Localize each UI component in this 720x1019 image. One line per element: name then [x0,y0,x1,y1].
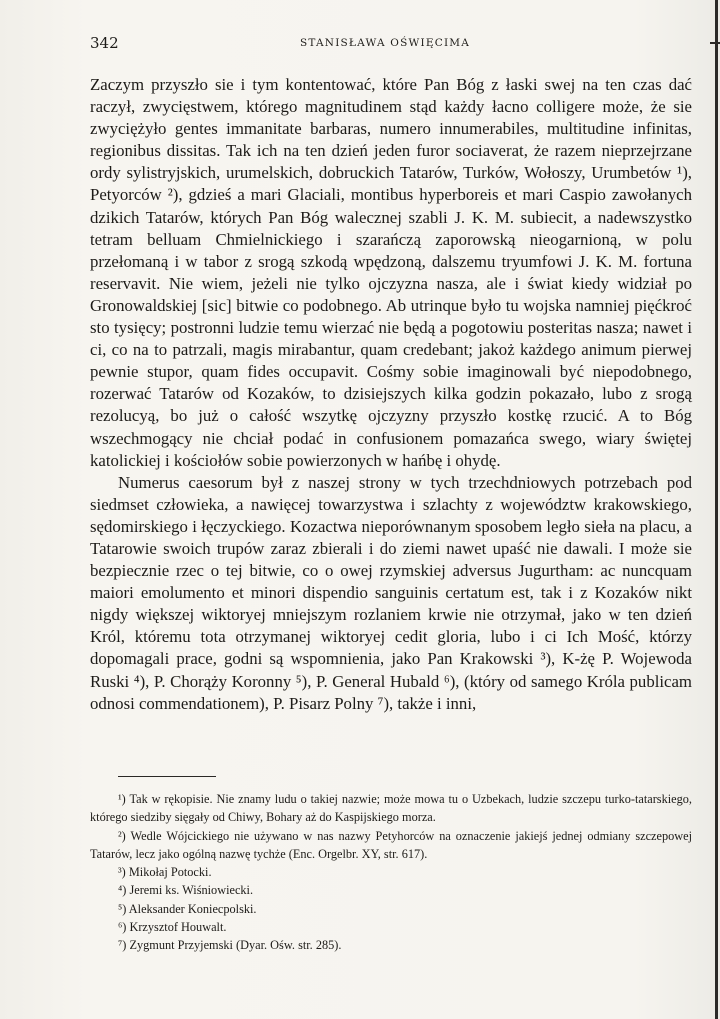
footnote: ⁷) Zygmunt Przyjemski (Dyar. Ośw. str. 285). [118,938,342,953]
footnotes [90,790,692,955]
footnote-divider [118,776,216,777]
page-header [90,34,690,54]
footnote: ³) Mikołaj Potocki. [118,865,212,880]
footnote: ⁴) Jeremi ks. Wiśniowiecki. [118,883,254,898]
footnote: ⁶) Krzysztof Houwalt. [118,920,227,935]
footnote: ²) Wedle Wójcickiego nie używano w nas nazwy Petyhorców na oznaczenie jakiejś jednej odmiany szczepowej Tatarów, lecz jako ogólną nazwę tychże (Enc. Orgelbr. XY, str. 617). [90,828,692,861]
main-text [90,74,692,715]
paragraph: Numerus caesorum był z naszej strony w tych trzechdniowych potrzebach pod siedmset człowieka, a nawięcej towarzystwa i szlachty z województw krakowskiego, sędomirskiego i łęczyckiego. Kozactwa nieporównanym sposobem legło sieła na placu, a Tatarowie swoich trupów zaraz zbierali i do ziemi nawet upaść nie dawali. I może sie bezpiecznie rzec o tej bitwie, co o owej rzymskiej adversus Jugurtham: ac nuncquam maiori emolumento et minori dispendio sanguinis certatum est, tak i z Kozaków nikt nigdy większej wiktoryej mniejszym rozlaniem krwie nie otrzymał, jako w ten dzień Król, któremu tota otrzymanej wiktoryej cedit gloria, lubo i ci Ich Mość, którzy dopomagali prace, godni są wspomnienia, jako Pan Krakowski ³), K-żę P. Wojewoda Ruski ⁴), P. Chorąży Koronny ⁵), P. General Hubald ⁶), (który od samego Króla publicam odnosi commendationem), P. Pisarz Polny ⁷), także i inni, [90,472,692,713]
footnote: ¹) Tak w rękopisie. Nie znamy ludu o takiej nazwie; może mowa tu o Uzbekach, ludzie szczepu turko-tatarskiego, którego siedziby sięgały od Chiwy, Bohary aż do Kaspijskiego morza. [90,792,692,825]
page-edge-tick [710,42,720,44]
running-title: STANISŁAWA OŚWIĘCIMA [300,37,471,49]
page-number: 342 [90,34,119,52]
paragraph: Zaczym przyszło sie i tym kontentować, które Pan Bóg z łaski swej na ten czas dać raczył, zwycięstwem, którego magnitudinem stąd każdy łacno colligere może, że sie zwyciężyło gentes immanitate barbaras, numero innumerabiles, multitudine infinitas, regionibus dissitas. Tak ich na ten dzień jeden furor sociaverat, że razem nieprzejrzane ordy sylistryjskich, urumelskich, dobruckich Tatarów, Turków, Wołoszy, Urumbetów ¹), Petyorców ²), gdzieś a mari Glaciali, montibus hyperboreis et mari Caspio zawołanych dzikich Tatarów, których Pan Bóg walecznej szabli J. K. M. subiecit, a nadewszystko tetram belluam Chmielnickiego i szarańczą zaporowską nieogarnioną, w polu przełomaną i w tabor z srogą szkodą wpędzoną, dalszemu tryumfowi J. K. M. fortuna reservavit. Nie wiem, jeżeli nie tylko ojczyzna nasza, ale i świat kiedy widział po Gronowaldskiej [sic] bitwie co podobnego. Ab utrinque było tu wojska namniej pięćkroć sto tysięcy; postronni ludzie temu wierzać nie będą a pogotowiu posteritas nasza; nawet i ci, co na to patrzali, magis mirabantur, quam credebant; jakoż każdego animum pierwej pewnie stupor, quam fides occupavit. Cośmy sobie imaginowali być niepodobnego, rozerwać Tatarów od Kozaków, to dzisiejszych kilka godzin pokazało, lubo z srogą rezolucyą, bo już o całość wszytkę ojczyzny przyszło kostkę rzucić. A to Bóg wszechmogący nie chciał podać in confusionem pomazańca swego, wiary świętej katolickiej i kościołów sobie powierzonych w hańbę i ohydę. [90,75,692,470]
page-edge-line [715,0,718,1019]
footnote: ⁵) Aleksander Koniecpolski. [118,901,257,916]
